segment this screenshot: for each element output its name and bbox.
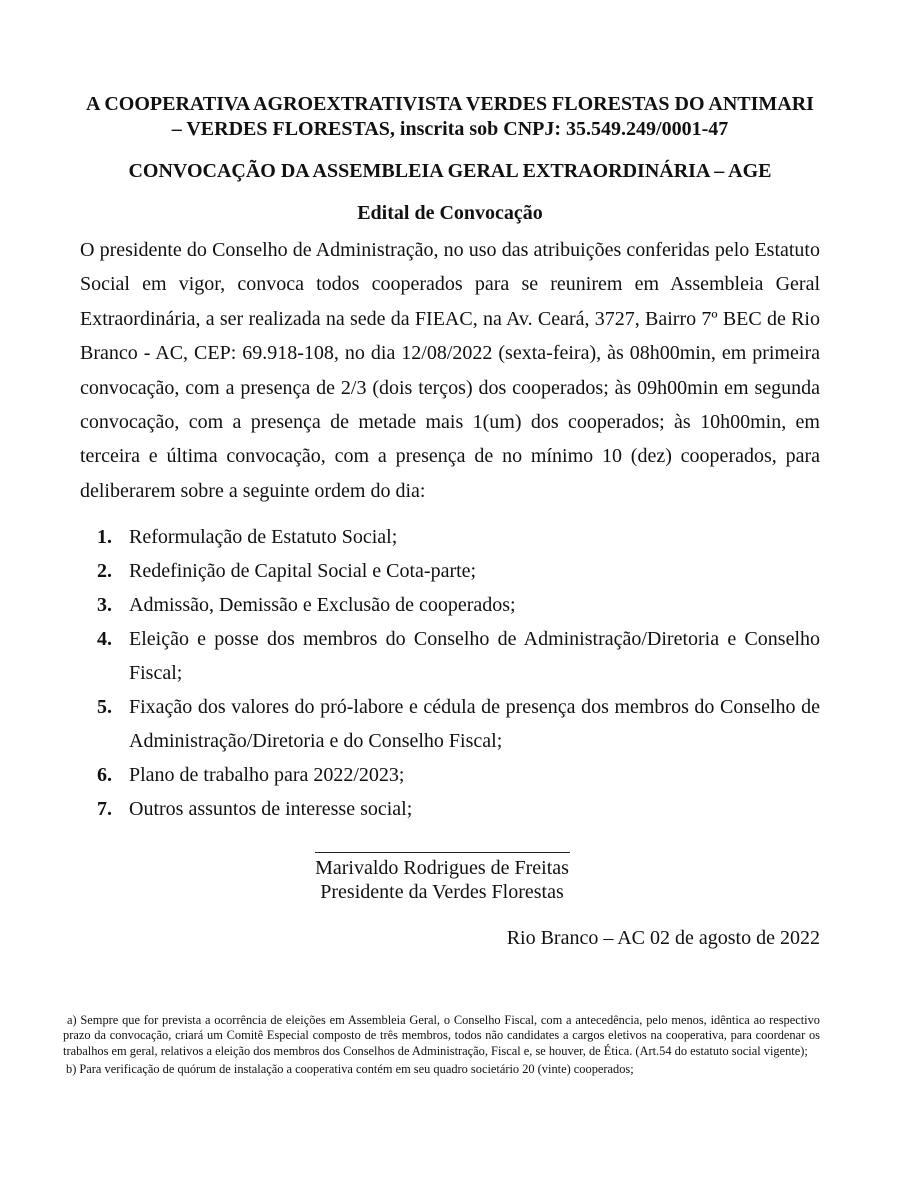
convocation-title: CONVOCAÇÃO DA ASSEMBLEIA GERAL EXTRAORDINÁRIA – AGE bbox=[128, 160, 772, 182]
agenda-item bbox=[80, 792, 820, 826]
edict-title: Edital de Convocação bbox=[357, 202, 543, 224]
cooperative-header: A COOPERATIVA AGROEXTRATIVISTA VERDES FLORESTAS DO ANTIMARI – VERDES FLORESTAS, inscrita sob CNPJ: 35.549.249/0001-47 bbox=[86, 93, 814, 140]
agenda-item-number: 6. bbox=[97, 764, 112, 786]
agenda-item bbox=[80, 554, 820, 588]
agenda-item-text: Admissão, Demissão e Exclusão de cooperados; bbox=[129, 594, 516, 616]
agenda-item-text: Plano de trabalho para 2022/2023; bbox=[129, 764, 405, 786]
place-and-date: Rio Branco – AC 02 de agosto de 2022 bbox=[506, 927, 820, 949]
agenda-item-number: 4. bbox=[97, 628, 112, 650]
signatory-name: Marivaldo Rodrigues de Freitas bbox=[315, 857, 569, 879]
agenda-item-text: Outros assuntos de interesse social; bbox=[129, 798, 413, 820]
agenda-item bbox=[80, 588, 820, 622]
agenda-item bbox=[80, 622, 820, 690]
agenda-item-number: 3. bbox=[97, 594, 112, 616]
footnote-b: b) Para verificação de quórum de instalação a cooperativa contém em seu quadro societário 20 (vinte) cooperados; bbox=[66, 1062, 634, 1077]
agenda-item-text: Fixação dos valores do pró-labore e cédula de presença dos membros do Conselho de Administração/Diretoria e do Conselho Fiscal; bbox=[129, 696, 820, 752]
agenda-item-text: Redefinição de Capital Social e Cota-parte; bbox=[129, 560, 477, 582]
signature-line bbox=[315, 852, 570, 853]
signatory-role: Presidente da Verdes Florestas bbox=[320, 881, 564, 903]
agenda-item-number: 5. bbox=[97, 696, 112, 718]
agenda-item-number: 2. bbox=[97, 560, 112, 582]
convocation-paragraph: O presidente do Conselho de Administração, no uso das atribuições conferidas pelo Estatuto Social em vigor, convoca todos cooperados para se reunirem em Assembleia Geral Extraordinária, a ser realizada na sede da FIEAC, na Av. Ceará, 3727, Bairro 7º BEC de Rio Branco - AC, CEP: 69.918-108, no dia 12/08/2022 (sexta-feira), às 08h00min, em primeira convocação, com a presença de 2/3 (dois terços) dos cooperados; às 09h00min em segunda convocação, com a presença de metade mais 1(um) dos cooperados; às 10h00min, em terceira e última convocação, com a presença de no mínimo 10 (dez) cooperados, para deliberarem sobre a seguinte ordem do dia: bbox=[80, 239, 820, 502]
agenda-item-text: Eleição e posse dos membros do Conselho de Administração/Diretoria e Conselho Fiscal; bbox=[129, 628, 820, 684]
agenda-item bbox=[80, 758, 820, 792]
footnotes bbox=[63, 1013, 820, 1078]
agenda-item bbox=[80, 690, 820, 758]
agenda-list bbox=[80, 520, 820, 826]
agenda-item bbox=[80, 520, 820, 554]
agenda-item-text: Reformulação de Estatuto Social; bbox=[129, 526, 398, 548]
agenda-item-number: 1. bbox=[97, 526, 112, 548]
footnote-a: a) Sempre que for prevista a ocorrência de eleições em Assembleia Geral, o Conselho Fiscal, com a antecedência, pelo menos, idêntica ao respectivo prazo da convocação, criará um Comitê Especial composto de três membros, todos não candidates a cargos eletivos na cooperativa, para coordenar os trabalhos em geral, relativos a eleição dos membros dos Conselhos de Administração, Fiscal e, se houver, de Ética. (Art.54 do estatuto social vigente); bbox=[63, 1013, 820, 1058]
agenda-item-number: 7. bbox=[97, 798, 112, 820]
